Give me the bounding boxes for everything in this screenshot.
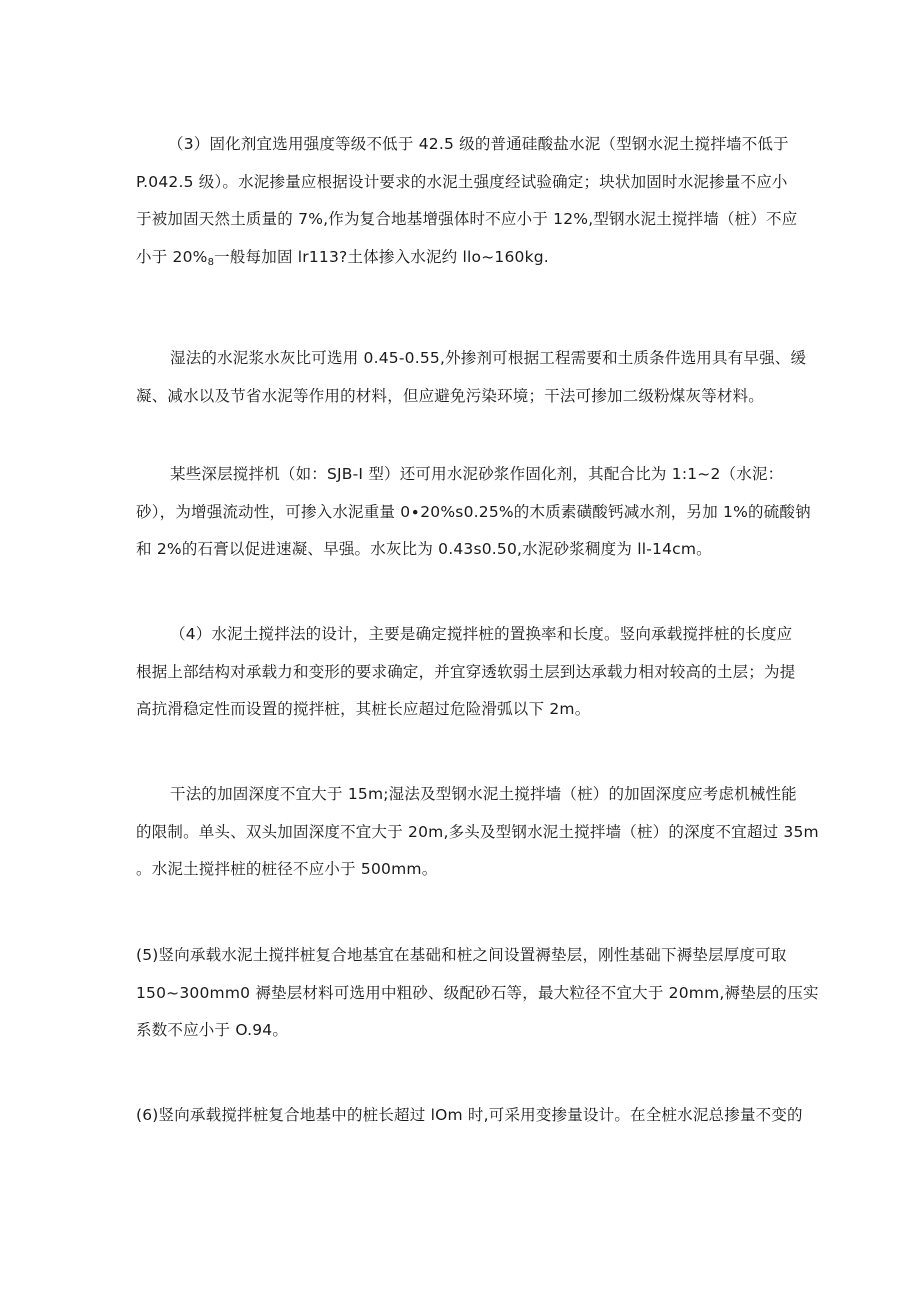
text-line: 根据上部结构对承载力和变形的要求确定，并宜穿透软弱土层到达承载力相对较高的土层；为提 (136, 662, 796, 681)
text-line: （3）固化剂宜选用强度等级不低于 42.5 级的普通硅酸盐水泥（型钢水泥土搅拌墙不低于 (168, 135, 789, 153)
text-line: 干法的加固深度不宜大于 15m;湿法及型钢水泥土搅拌墙（桩）的加固深度应考虑机械性能 (170, 785, 797, 803)
text-line: 和 2%的石膏以促进速凝、早强。水灰比为 0.43s0.50,水泥砂浆稠度为 ll-14cm。 (136, 540, 712, 558)
text-line: 高抗滑稳定性而设置的搅拌桩，其桩长应超过危险滑弧以下 2m。 (136, 700, 591, 718)
text-fragment: 一般每加固 lr113?土体掺入水泥约 llo~160kg. (214, 247, 549, 266)
paragraph-5 (136, 937, 819, 1050)
text-line: (5)竖向承载水泥土搅拌桩复合地基宜在基础和桩之间设置褥垫层，刚性基础下褥垫层厚度可取 (136, 946, 787, 964)
paragraph-3 (136, 126, 798, 276)
text-line: 系数不应小于 O.94。 (136, 1021, 289, 1039)
text-fragment: 小于 20% (136, 247, 208, 266)
text-line: 湿法的水泥浆水灰比可选用 0.45-0.55,外掺剂可根据工程需要和土质条件选用具有早强、缓 (170, 349, 807, 367)
paragraph-mixer (136, 456, 811, 569)
subscript-mark: 8 (207, 256, 215, 268)
text-line (136, 239, 786, 277)
paragraph-6 (136, 1097, 803, 1135)
text-line: 150~300mm0 褥垫层材料可选用中粗砂、级配砂石等，最大粒径不宜大于 20mm,褥垫层的压实 (136, 983, 819, 1002)
text-line: （4）水泥土搅拌法的设计，主要是确定搅拌桩的置换率和长度。竖向承载搅拌桩的长度应 (170, 625, 793, 643)
text-line: 某些深层搅拌机（如：SJB-I 型）还可用水泥砂浆作固化剂，其配合比为 1:1~2（水泥： (170, 465, 784, 483)
text-line: 。水泥土搅拌桩的桩径不应小于 500mm。 (136, 860, 438, 878)
paragraph-depth (136, 776, 819, 889)
paragraph-4 (136, 616, 796, 729)
text-line: 于被加固天然土质量的 7%,作为复合地基增强体时不应小于 12%,型钢水泥土搅拌墙（桩）不应 (136, 210, 798, 228)
paragraph-wet-method (136, 340, 807, 415)
text-line: (6)竖向承载搅拌桩复合地基中的桩长超过 lOm 时,可采用变掺量设计。在全桩水泥总掺量不变的 (136, 1106, 803, 1124)
text-line: P.042.5 级）。水泥掺量应根据设计要求的水泥土强度经试验确定；块状加固时水泥掺量不应小 (136, 172, 788, 191)
text-line: 砂），为增强流动性，可掺入水泥重量 0∙20%s0.25%的木质素磺酸钙减水剂，另加 1%的硫酸钠 (136, 502, 811, 521)
text-line: 的限制。单头、双头加固深度不宜大于 20m,多头及型钢水泥土搅拌墙（桩）的深度不宜超过 35m (136, 822, 819, 841)
text-line: 凝、减水以及节省水泥等作用的材料，但应避免污染环境；干法可掺加二级粉煤灰等材料。 (136, 386, 765, 405)
